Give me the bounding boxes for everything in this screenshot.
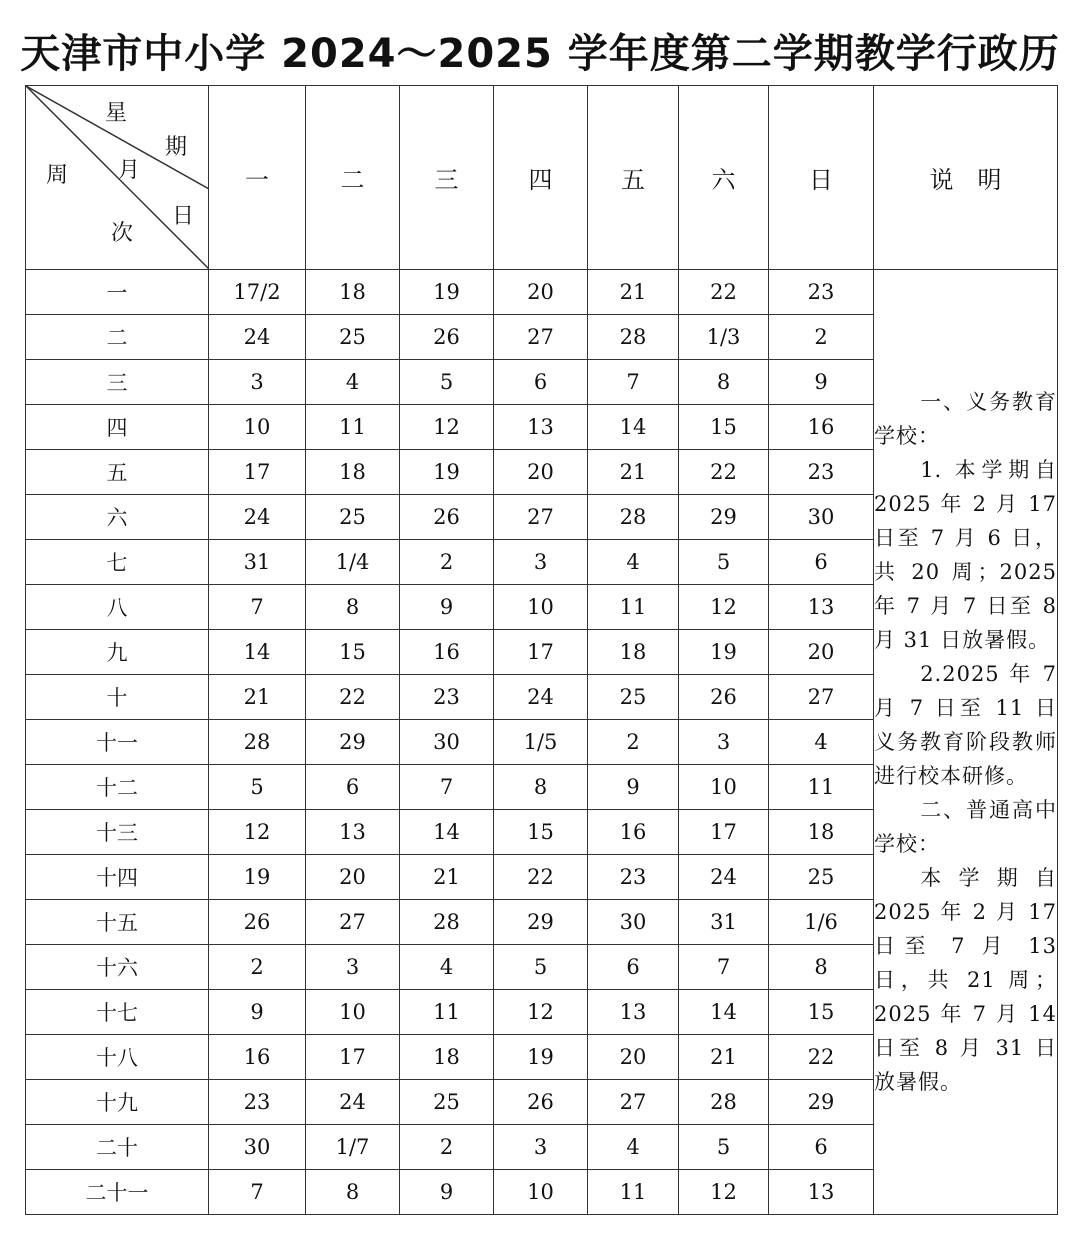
- day-cell: 5: [400, 360, 494, 405]
- day-cell: 18: [306, 270, 400, 315]
- day-cell: 14: [588, 405, 679, 450]
- day-cell: 7: [679, 945, 769, 990]
- week-label: 十五: [26, 900, 209, 945]
- day-cell: 21: [588, 270, 679, 315]
- notes-compulsory-training: 2.2025 年 7 月 7 日至 11 日义务教育阶段教师进行校本研修。: [874, 662, 1057, 788]
- day-cell: 22: [494, 855, 588, 900]
- day-cell: 3: [209, 360, 306, 405]
- day-cell: 2: [769, 315, 874, 360]
- week-label: 二: [26, 315, 209, 360]
- calendar-table: [25, 85, 1058, 1215]
- day-cell: 8: [769, 945, 874, 990]
- week-label: 十一: [26, 720, 209, 765]
- day-cell: 23: [769, 450, 874, 495]
- day-cell: 5: [679, 1125, 769, 1170]
- notes-cell: [874, 270, 1058, 1215]
- day-cell: 13: [769, 1170, 874, 1215]
- day-cell: 15: [494, 810, 588, 855]
- day-cell: 2: [209, 945, 306, 990]
- day-cell: 8: [306, 585, 400, 630]
- notes-highschool-term: 本学期自 2025 年 2 月 17 日至 7 月 13 日，共 21 周；2025 年 7 月 14 日至 8 月 31 日放暑假。: [874, 866, 1057, 1094]
- day-cell: 10: [494, 1170, 588, 1215]
- day-cell: 24: [306, 1080, 400, 1125]
- day-cell: 28: [209, 720, 306, 765]
- day-cell: 1/6: [769, 900, 874, 945]
- week-label: 一: [26, 270, 209, 315]
- day-cell: 6: [494, 360, 588, 405]
- day-cell: 7: [209, 1170, 306, 1215]
- day-cell: 12: [494, 990, 588, 1035]
- day-cell: 4: [400, 945, 494, 990]
- day-cell: 3: [679, 720, 769, 765]
- header-row: [26, 86, 1058, 270]
- day-cell: 10: [306, 990, 400, 1035]
- day-cell: 4: [588, 1125, 679, 1170]
- day-cell: 20: [306, 855, 400, 900]
- day-cell: 3: [494, 1125, 588, 1170]
- day-cell: 25: [306, 315, 400, 360]
- page-title: 天津市中小学 2024～2025 学年度第二学期教学行政历: [20, 31, 1060, 77]
- day-cell: 29: [494, 900, 588, 945]
- day-cell: 20: [494, 270, 588, 315]
- day-cell: 5: [209, 765, 306, 810]
- week-label: 九: [26, 630, 209, 675]
- day-cell: 24: [494, 675, 588, 720]
- day-cell: 26: [679, 675, 769, 720]
- day-cell: 18: [588, 630, 679, 675]
- day-cell: 25: [769, 855, 874, 900]
- day-cell: 28: [400, 900, 494, 945]
- day-cell: 7: [209, 585, 306, 630]
- header-day-sat: 六: [679, 86, 769, 270]
- day-cell: 17: [679, 810, 769, 855]
- header-day-sun: 日: [769, 86, 874, 270]
- day-cell: 30: [400, 720, 494, 765]
- day-cell: 12: [400, 405, 494, 450]
- week-label: 十八: [26, 1035, 209, 1080]
- day-cell: 6: [769, 1125, 874, 1170]
- day-cell: 9: [588, 765, 679, 810]
- day-cell: 13: [306, 810, 400, 855]
- day-cell: 26: [209, 900, 306, 945]
- day-cell: 25: [306, 495, 400, 540]
- day-cell: 12: [679, 585, 769, 630]
- day-cell: 20: [494, 450, 588, 495]
- week-label: 十二: [26, 765, 209, 810]
- day-cell: 22: [769, 1035, 874, 1080]
- day-cell: 23: [588, 855, 679, 900]
- day-cell: 1/3: [679, 315, 769, 360]
- day-cell: 22: [679, 450, 769, 495]
- day-cell: 15: [306, 630, 400, 675]
- day-cell: 6: [306, 765, 400, 810]
- day-cell: 19: [679, 630, 769, 675]
- day-cell: 11: [588, 585, 679, 630]
- week-label: 三: [26, 360, 209, 405]
- notes-compulsory-heading: 一、义务教育学校：: [874, 390, 1057, 448]
- header-notes: 说 明: [874, 86, 1058, 270]
- day-cell: 6: [588, 945, 679, 990]
- day-cell: 17: [306, 1035, 400, 1080]
- day-cell: 30: [588, 900, 679, 945]
- day-cell: 11: [400, 990, 494, 1035]
- day-cell: 19: [400, 450, 494, 495]
- notes-compulsory-term: 1. 本学期自 2025 年 2 月 17 日至 7 月 6 日，共 20 周；2025 年 7 月 7 日至 8 月 31 日放暑假。: [874, 458, 1057, 652]
- day-cell: 13: [588, 990, 679, 1035]
- day-cell: 7: [400, 765, 494, 810]
- week-label: 二十: [26, 1125, 209, 1170]
- day-cell: 5: [679, 540, 769, 585]
- day-cell: 23: [209, 1080, 306, 1125]
- day-cell: 31: [679, 900, 769, 945]
- notes-highschool-heading: 二、普通高中学校：: [874, 798, 1057, 856]
- day-cell: 14: [209, 630, 306, 675]
- day-cell: 16: [769, 405, 874, 450]
- day-cell: 11: [769, 765, 874, 810]
- day-cell: 8: [306, 1170, 400, 1215]
- day-cell: 29: [306, 720, 400, 765]
- day-cell: 9: [400, 1170, 494, 1215]
- header-day-wed: 三: [400, 86, 494, 270]
- header-day-mon: 一: [209, 86, 306, 270]
- day-cell: 28: [588, 495, 679, 540]
- day-cell: 4: [588, 540, 679, 585]
- day-cell: 11: [588, 1170, 679, 1215]
- corner-xingqi-2: 期: [165, 135, 188, 160]
- day-cell: 9: [209, 990, 306, 1035]
- day-cell: 29: [679, 495, 769, 540]
- header-day-tue: 二: [306, 86, 400, 270]
- week-label: 十六: [26, 945, 209, 990]
- week-label: 五: [26, 450, 209, 495]
- corner-xingqi-1: 星: [105, 101, 128, 126]
- day-cell: 21: [209, 675, 306, 720]
- day-cell: 8: [494, 765, 588, 810]
- day-cell: 21: [400, 855, 494, 900]
- day-cell: 27: [588, 1080, 679, 1125]
- day-cell: 25: [588, 675, 679, 720]
- day-cell: 13: [494, 405, 588, 450]
- day-cell: 10: [679, 765, 769, 810]
- week-label: 六: [26, 495, 209, 540]
- day-cell: 1/7: [306, 1125, 400, 1170]
- day-cell: 17: [209, 450, 306, 495]
- day-cell: 13: [769, 585, 874, 630]
- day-cell: 26: [400, 315, 494, 360]
- day-cell: 31: [209, 540, 306, 585]
- day-cell: 19: [400, 270, 494, 315]
- corner-yue: 月: [118, 158, 141, 183]
- day-cell: 24: [679, 855, 769, 900]
- day-cell: 17/2: [209, 270, 306, 315]
- day-cell: 25: [400, 1080, 494, 1125]
- day-cell: 12: [679, 1170, 769, 1215]
- day-cell: 4: [769, 720, 874, 765]
- day-cell: 2: [588, 720, 679, 765]
- day-cell: 22: [679, 270, 769, 315]
- week-label: 八: [26, 585, 209, 630]
- day-cell: 3: [306, 945, 400, 990]
- day-cell: 8: [679, 360, 769, 405]
- week-label: 十七: [26, 990, 209, 1035]
- week-label: 十九: [26, 1080, 209, 1125]
- week-label: 十: [26, 675, 209, 720]
- day-cell: 11: [306, 405, 400, 450]
- day-cell: 7: [588, 360, 679, 405]
- day-cell: 27: [494, 495, 588, 540]
- day-cell: 23: [400, 675, 494, 720]
- day-cell: 2: [400, 540, 494, 585]
- header-day-fri: 五: [588, 86, 679, 270]
- day-cell: 21: [588, 450, 679, 495]
- day-cell: 9: [769, 360, 874, 405]
- day-cell: 9: [400, 585, 494, 630]
- corner-zhouci-2: 次: [111, 221, 134, 246]
- day-cell: 19: [209, 855, 306, 900]
- day-cell: 1/5: [494, 720, 588, 765]
- day-cell: 12: [209, 810, 306, 855]
- day-cell: 26: [400, 495, 494, 540]
- corner-zhouci-1: 周: [46, 163, 69, 188]
- week-label: 四: [26, 405, 209, 450]
- day-cell: 3: [494, 540, 588, 585]
- day-cell: 21: [679, 1035, 769, 1080]
- day-cell: 17: [494, 630, 588, 675]
- day-cell: 22: [306, 675, 400, 720]
- day-cell: 27: [494, 315, 588, 360]
- day-cell: 19: [494, 1035, 588, 1080]
- day-cell: 24: [209, 495, 306, 540]
- day-cell: 28: [679, 1080, 769, 1125]
- day-cell: 26: [494, 1080, 588, 1125]
- day-cell: 14: [400, 810, 494, 855]
- day-cell: 18: [400, 1035, 494, 1080]
- day-cell: 16: [588, 810, 679, 855]
- day-cell: 23: [769, 270, 874, 315]
- table-row: [26, 270, 1058, 315]
- corner-cell: [26, 86, 209, 270]
- day-cell: 27: [306, 900, 400, 945]
- week-label: 十四: [26, 855, 209, 900]
- day-cell: 18: [769, 810, 874, 855]
- day-cell: 1/4: [306, 540, 400, 585]
- day-cell: 16: [400, 630, 494, 675]
- week-label: 十三: [26, 810, 209, 855]
- day-cell: 5: [494, 945, 588, 990]
- day-cell: 6: [769, 540, 874, 585]
- day-cell: 20: [588, 1035, 679, 1080]
- day-cell: 15: [769, 990, 874, 1035]
- header-day-thu: 四: [494, 86, 588, 270]
- corner-ri: 日: [172, 204, 195, 229]
- day-cell: 30: [209, 1125, 306, 1170]
- day-cell: 24: [209, 315, 306, 360]
- day-cell: 4: [306, 360, 400, 405]
- day-cell: 10: [209, 405, 306, 450]
- day-cell: 27: [769, 675, 874, 720]
- day-cell: 16: [209, 1035, 306, 1080]
- week-label: 二十一: [26, 1170, 209, 1215]
- day-cell: 29: [769, 1080, 874, 1125]
- day-cell: 2: [400, 1125, 494, 1170]
- day-cell: 20: [769, 630, 874, 675]
- week-label: 七: [26, 540, 209, 585]
- day-cell: 28: [588, 315, 679, 360]
- day-cell: 15: [679, 405, 769, 450]
- day-cell: 14: [679, 990, 769, 1035]
- day-cell: 18: [306, 450, 400, 495]
- day-cell: 30: [769, 495, 874, 540]
- day-cell: 10: [494, 585, 588, 630]
